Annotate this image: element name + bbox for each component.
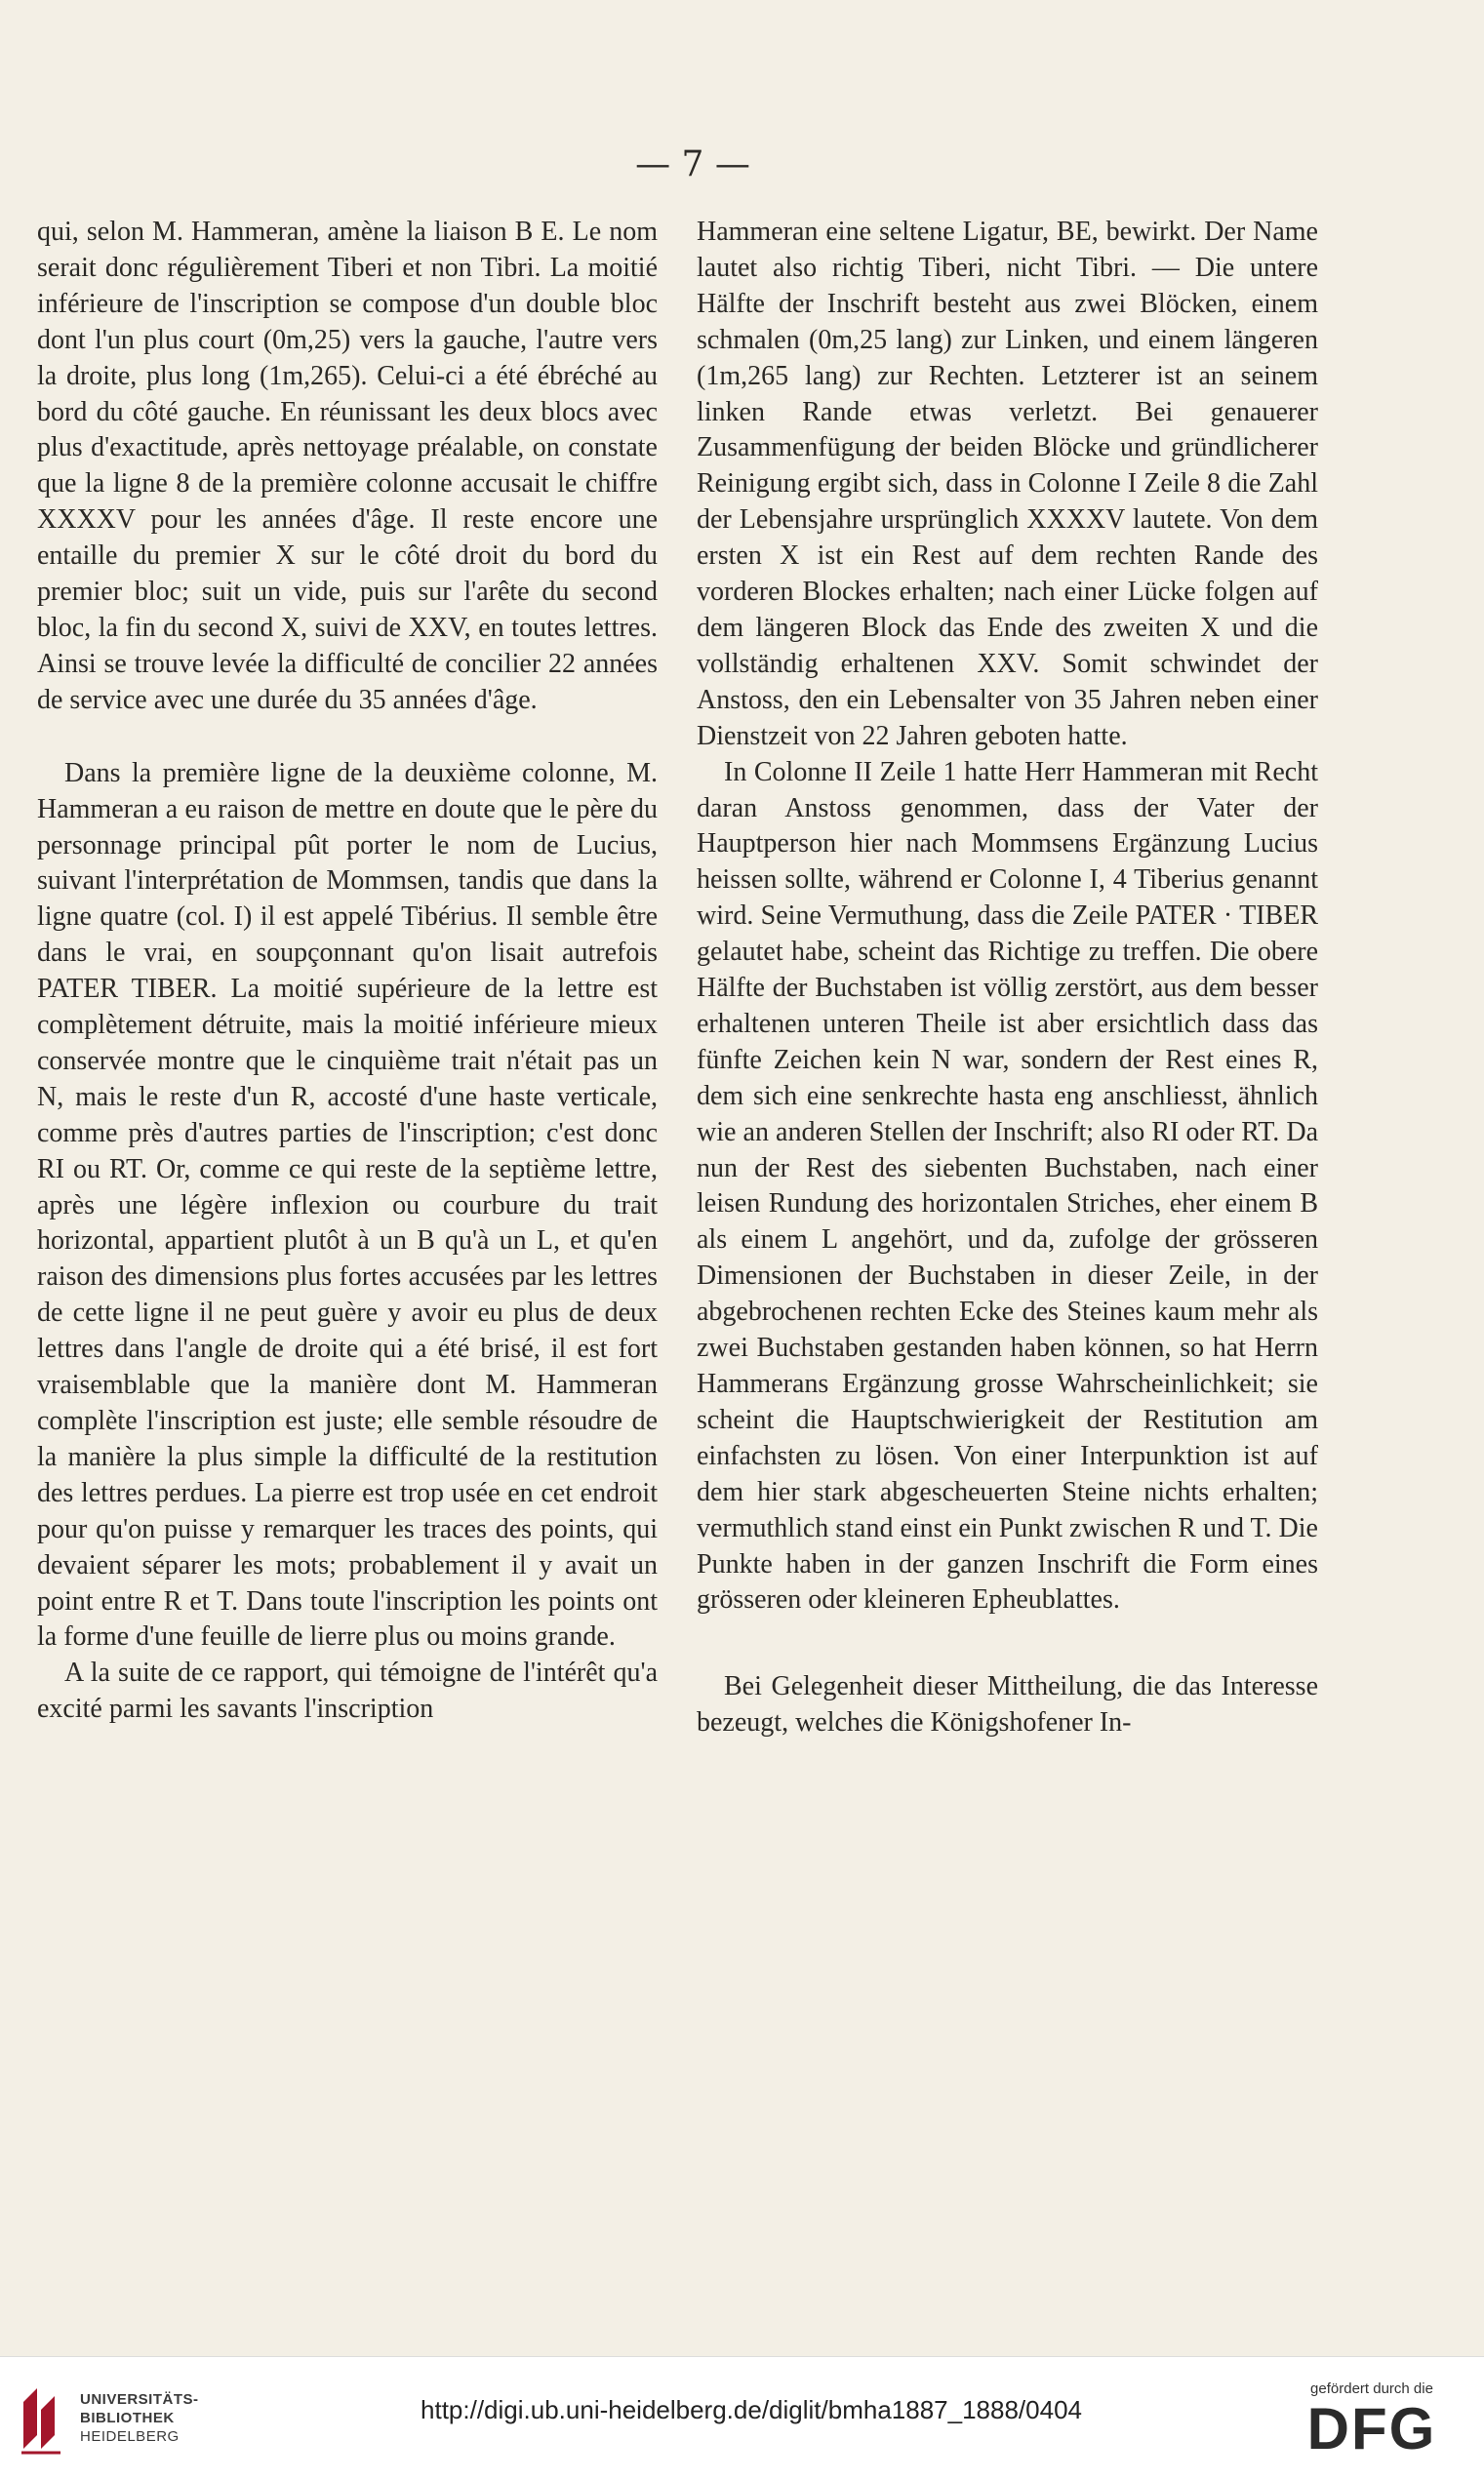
left-paragraph-1: qui, selon M. Hammeran, amène la liaison B E. Le nom serait donc régulièrement Tiberi et non Tibri. La moitié inférieure de l'inscription se compose d'un double bloc dont l'un plus court (0m,25) vers la gauche, l'autre vers la droite, plus long (1m,265). Celui-ci a été ébréché au bord du côté gauche. En réunissant les deux blocs avec plus d'exactitude, après nettoyage préalable, on constate que la ligne 8 de la première colonne accusait le chiffre XXXXV pour les années d'âge. Il reste encore une entaille du premier X sur le côté droit du bord du premier bloc; suit un vide, puis sur l'arête du second bloc, la fin du second X, suivi de XXV, en toutes lettres. Ainsi se trouve levée la difficulté de concilier 22 années de service avec une durée du 35 années d'âge.: [37, 217, 658, 715]
right-paragraph-2: In Colonne II Zeile 1 hatte Herr Hammeran mit Recht daran Anstoss genommen, dass der Vater der Hauptperson hier nach Mommsens Ergänzung Lucius heissen sollte, während er Colonne I, 4 Tiberius genannt wird. Seine Vermuthung, dass die Zeile PATER · TIBER gelautet habe, scheint das Richtige zu treffen. Die obere Hälfte der Buchstaben ist völlig zerstört, aus dem besser erhaltenen unteren Theile ist aber ersichtlich dass das fünfte Zeichen kein N war, sondern der Rest eines R, dem sich eine senkrechte hasta eng anschliesst, ähnlich wie an anderen Stellen der Inschrift; also RI oder RT. Da nun der Rest des siebenten Buchstaben, nach einer leisen Rundung des horizontalen Striches, eher einem B als einem L angehört, und da, zufolge der grösseren Dimensionen der Buchstaben in dieser Zeile, in der abgebrochenen rechten Ecke des Steines kaum mehr als zwei Buchstaben gestanden haben können, so hat Herrn Hammerans Ergänzung grosse Wahrscheinlichkeit; sie scheint die Hauptschwierigkeit der Restitution am einfachsten zu lösen. Von einer Interpunktion ist auf dem hier stark abgescheuerten Steine nichts erhalten; vermuthlich stand einst ein Punkt zwischen R und T. Die Punkte haben in der ganzen Inschrift die Form eines grösseren oder kleineren Epheublattes.: [697, 756, 1318, 1616]
library-logo-icon: [18, 2380, 66, 2459]
library-name: [80, 2390, 199, 2446]
sponsor-block: [1279, 2380, 1464, 2460]
page-number: — 7 —: [635, 144, 750, 184]
permalink-url[interactable]: http://digi.ub.uni-heidelberg.de/diglit/bmha1887_1888/0404: [421, 2395, 1082, 2424]
sponsor-label: gefördert durch die: [1310, 2380, 1433, 2397]
left-paragraph-2: Dans la première ligne de la deuxième colonne, M. Hammeran a eu raison de mettre en doute que le père du personnage principal pût porter le nom de Lucius, suivant l'interprétation de Mommsen, tandis que dans la ligne quatre (col. I) il est appelé Tibérius. Il semble être dans le vrai, en soupçonnant qu'on lisait autrefois PATER TIBER. La moitié supérieure de la lettre est complètement détruite, mais la moitié inférieure mieux conservée montre que le cinquième trait n'était pas un N, mais le reste d'un R, accosté d'une haste verticale, comme près d'autres parties de l'inscription; c'est donc RI ou RT. Or, comme ce qui reste de la septième lettre, après une légère inflexion ou courbure du trait horizontal, appartient plutôt à un B qu'à un L, et qu'en raison des dimensions plus fortes accusées par les lettres de cette ligne il ne peut guère y avoir eu plus de deux lettres dans l'angle de droite qui a été brisé, il est fort vraisemblable que la manière dont M. Hammeran complète l'inscription est juste; elle semble résoudre de la manière la plus simple la difficulté de la restitution des lettres perdues. La pierre est trop usée en cet endroit pour qu'on puisse y remarquer les traces des points, qui devaient séparer les mots; probablement il y avait un point entre R et T. Dans toute l'inscription les points ont la forme d'une feuille de lierre plus ou moins grande.: [37, 757, 658, 1653]
right-paragraph-3: Bei Gelegenheit dieser Mittheilung, die das Interesse bezeugt, welches die Königshofener In-: [697, 1671, 1318, 1739]
library-name-line3: HEIDELBERG: [80, 2428, 180, 2445]
dfg-logo: DFG: [1306, 2396, 1437, 2461]
right-paragraph-1: Hammeran eine seltene Ligatur, BE, bewirkt. Der Name lautet also richtig Tiberi, nicht Tibri. — Die untere Hälfte der Inschrift besteht aus zwei Blöcken, einem schmalen (0m,25 lang) zur Linken, und einem längeren (1m,265 lang) zur Rechten. Letzterer ist an seinem linken Rande etwas verletzt. Bei genauerer Zusammenfügung der beiden Blöcke und gründlicherer Reinigung ergibt sich, dass in Colonne I Zeile 8 die Zahl der Lebensjahre ursprünglich XXXXV lautete. Von dem ersten X ist ein Rest auf dem rechten Rande des vorderen Blockes erhalten; nach einer Lücke folgen auf dem längeren Block das Ende des zweiten X und die vollständig erhaltenen XXV. Somit schwindet der Anstoss, den ein Lebensalter von 35 Jahren neben einer Dienstzeit von 22 Jahren geboten hatte.: [697, 217, 1318, 751]
left-paragraph-3: A la suite de ce rapport, qui témoigne de l'intérêt qu'a excité parmi les savants l'inscription: [37, 1658, 658, 1725]
right-column-german: [697, 215, 1318, 1741]
library-name-line1: UNIVERSITÄTS-: [80, 2391, 199, 2408]
library-name-line2: BIBLIOTHEK: [80, 2410, 175, 2426]
left-column-french: [37, 215, 658, 1728]
